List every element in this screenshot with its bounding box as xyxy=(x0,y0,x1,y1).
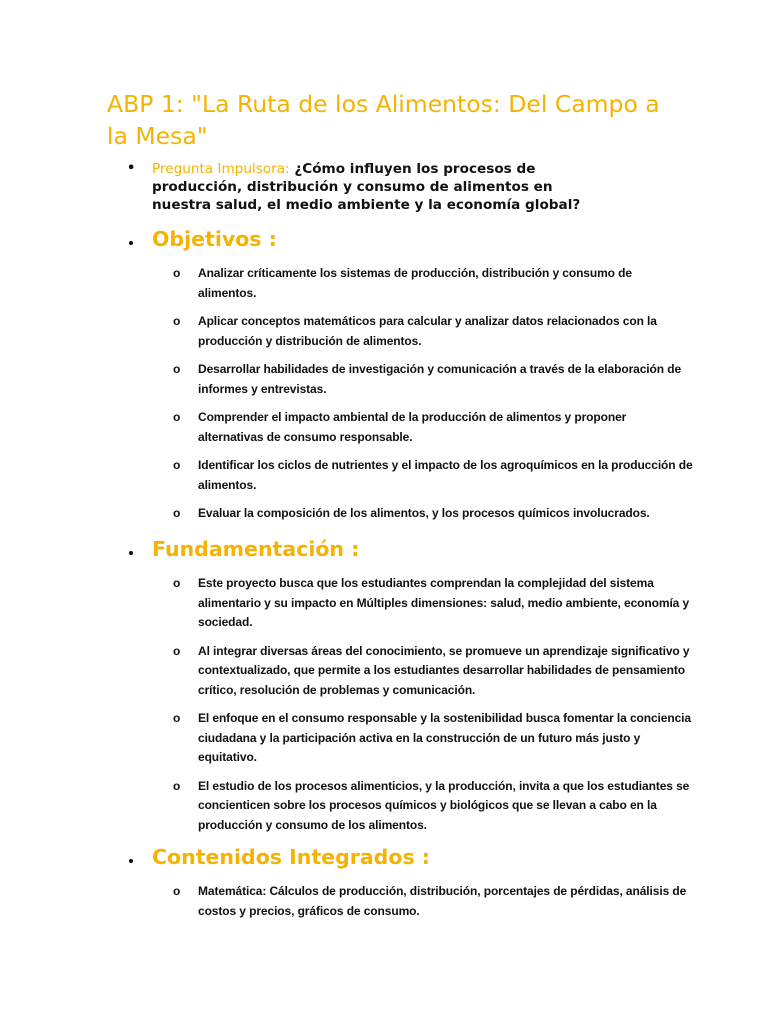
objetivos-list xyxy=(173,264,693,524)
list-item: o Comprender el impacto ambiental de la producción de alimentos y proponer alternativas de consumo responsable. xyxy=(173,410,627,444)
list-item: o Desarrollar habilidades de investigación y comunicación a través de la elaboración de informes y entrevistas. xyxy=(173,362,682,396)
list-item: o Al integrar diversas áreas del conocimiento, se promueve un aprendizaje significativo y contextualizado, que permite a los estudiantes desarrollar habilidades de pensamiento crítico, resolución de problemas y comunicación. xyxy=(173,643,690,697)
list-item: o Aplicar conceptos matemáticos para calcular y analizar datos relacionados con la producción y distribución de alimentos. xyxy=(173,314,657,348)
driving-question xyxy=(127,160,587,214)
list-item: o Matemática: Cálculos de producción, distribución, porcentajes de pérdidas, análisis de costos y precios, gráficos de consumo. xyxy=(173,884,687,918)
circle-bullet-icon: o xyxy=(173,643,181,658)
circle-bullet-icon: o xyxy=(173,458,181,472)
circle-bullet-icon: o xyxy=(173,884,181,898)
bullet-dot xyxy=(129,859,133,863)
section-objetivos xyxy=(127,226,693,520)
section-contenidos-integrados xyxy=(127,844,687,918)
driving-question-text xyxy=(152,160,587,214)
circle-bullet-icon: o xyxy=(173,778,181,793)
section-heading xyxy=(127,844,687,874)
circle-bullet-icon: o xyxy=(173,266,181,280)
circle-bullet-icon: o xyxy=(173,506,181,520)
list-item: o Evaluar la composición de los alimentos, y los procesos químicos involucrados. xyxy=(173,504,693,524)
circle-bullet-icon: o xyxy=(173,362,181,376)
document-title: ABP 1: "La Ruta de los Alimentos: Del Campo a la Mesa" xyxy=(107,90,660,150)
bullet-dot xyxy=(129,241,133,245)
section-heading-text: Objetivos : xyxy=(152,227,277,251)
contenidos-list xyxy=(173,882,693,921)
section-heading xyxy=(127,536,687,566)
list-item: o El estudio de los procesos alimenticios, y la producción, invita a que los estudiantes se concienticen sobre los procesos químicos y biológicos que se llevan a cabo en la producción y consumo de los alimentos. xyxy=(173,778,690,832)
circle-bullet-icon: o xyxy=(173,711,181,725)
fundamentacion-list xyxy=(173,574,693,835)
circle-bullet-icon: o xyxy=(173,314,181,328)
list-item: o Este proyecto busca que los estudiantes comprendan la complejidad del sistema alimentario y su impacto en Múltiples dimensiones: salud, medio ambiente, economía y sociedad. xyxy=(173,576,690,629)
list-item: o Analizar críticamente los sistemas de producción, distribución y consumo de alimentos. xyxy=(173,266,632,300)
section-heading-text: Fundamentación : xyxy=(152,537,360,561)
driving-question-label: Pregunta Impulsora: xyxy=(152,161,290,177)
circle-bullet-icon: o xyxy=(173,576,181,590)
bullet-dot: • xyxy=(127,161,136,176)
section-heading-text: Contenidos Integrados : xyxy=(152,845,430,869)
list-item: o El enfoque en el consumo responsable y la sostenibilidad busca fomentar la conciencia ciudadana y la participación activa en la construcción de un futuro más justo y equitativo. xyxy=(173,711,691,764)
section-heading xyxy=(127,226,687,256)
list-item: o Identificar los ciclos de nutrientes y el impacto de los agroquímicos en la producción de alimentos. xyxy=(173,458,693,492)
bullet-dot xyxy=(129,551,133,555)
circle-bullet-icon: o xyxy=(173,410,181,424)
section-fundamentacion xyxy=(127,536,691,832)
driving-question-body: ¿Cómo influyen los procesos de producción, distribución y consumo de alimentos en nuestra salud, el medio ambiente y la economía global? xyxy=(152,161,581,213)
